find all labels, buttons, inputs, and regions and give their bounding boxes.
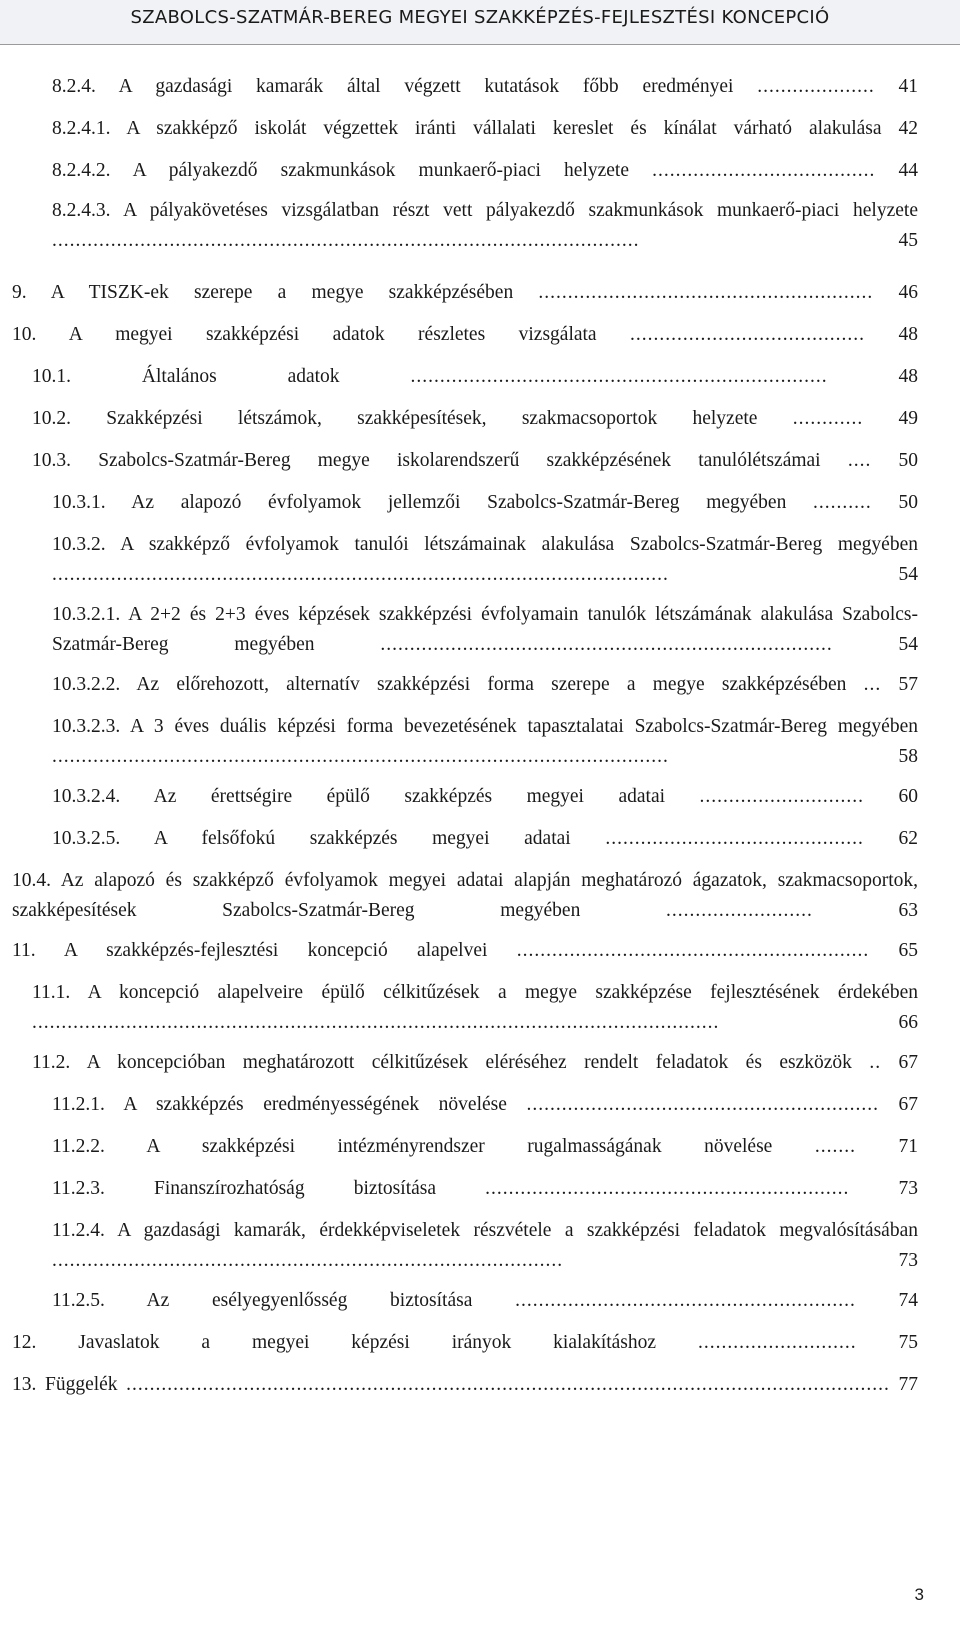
document-title: SZABOLCS-SZATMÁR-BEREG MEGYEI SZAKKÉPZÉS-FEJLESZTÉSI KONCEPCIÓ [130,7,830,28]
toc-entry[interactable]: 8.2.4.2. A pályakezdő szakmunkások munkaerő-piaci helyzete ...................................... 44 [52,160,919,181]
toc-entry[interactable]: 8.2.4.1. A szakképző iskolát végzettek iránti vállalati kereslet és kínálat várható alakulása 42 [52,118,918,139]
toc-entry[interactable]: 11. A szakképzés-fejlesztési koncepció alapelvei ............................................................ 65 [12,940,919,961]
toc-entry[interactable]: 11.2.2. A szakképzési intézményrendszer rugalmasságának növelése ....... 71 [52,1136,919,1157]
toc-entry[interactable]: 10.4. Az alapozó és szakképző évfolyamok megyei adatai alapján meghatározó ágazatok, szakmacsoportok, szakképesítések Szabolcs-Szatmár-Bereg megyében ......................... 63 [12,870,919,921]
toc-entry[interactable]: 10.3.2.3. A 3 éves duális képzési forma bevezetésének tapasztalatai Szabolcs-Szatmár-Bereg megyében ......................................................................................................... 58 [52,716,918,767]
toc-entry[interactable]: 11.2. A koncepcióban meghatározott célkitűzések eléréséhez rendelt feladatok és eszközök .. 67 [32,1052,919,1073]
toc-entry[interactable]: 10.2. Szakképzési létszámok, szakképesítések, szakmacsoportok helyzete ............ 49 [32,408,919,429]
toc-entry[interactable]: 12. Javaslatok a megyei képzési irányok kialakításhoz ........................... 75 [12,1332,919,1353]
toc-entry[interactable]: 10.3.2.4. Az érettségire épülő szakképzés megyei adatai ............................ 60 [52,786,919,807]
toc-entry[interactable]: 10.3.2.1. A 2+2 és 2+3 éves képzések szakképzési évfolyamain tanulók létszámának alakulása Szabolcs-Szatmár-Bereg megyében ............................................................................. 54 [52,604,918,655]
toc-entry[interactable]: 10.3.1. Az alapozó évfolyamok jellemzői Szabolcs-Szatmár-Bereg megyében .......... 50 [52,492,918,513]
toc-entry[interactable]: 9. A TISZK-ek szerepe a megye szakképzésében ......................................................... 46 [12,282,919,303]
toc-entry[interactable]: 10. A megyei szakképzési adatok részletes vizsgálata ........................................ 48 [12,324,918,345]
toc-entry[interactable]: 11.2.3. Finanszírozhatóság biztosítása .............................................................. 73 [52,1178,919,1199]
toc-entry[interactable]: 10.3.2.2. Az előrehozott, alternatív szakképzési forma szerepe a megye szakképzésében ... 57 [52,674,919,695]
toc-entry[interactable]: 13. Függelék .................................................................................................................................. 77 [12,1374,919,1395]
toc-entry[interactable]: 10.1. Általános adatok ....................................................................... 48 [32,366,919,387]
toc-entry[interactable]: 11.1. A koncepció alapelveire épülő célkitűzések a megye szakképzése fejlesztésének érdekében ..................................................................................................................... 66 [32,982,918,1033]
toc-entry[interactable]: 10.3.2. A szakképző évfolyamok tanulói létszámainak alakulása Szabolcs-Szatmár-Bereg megyében ......................................................................................................... 54 [52,534,918,585]
toc-entry[interactable]: 8.2.4. A gazdasági kamarák által végzett kutatások főbb eredményei .................... 41 [52,76,918,97]
toc-entry[interactable]: 10.3.2.5. A felsőfokú szakképzés megyei adatai ............................................ 62 [52,828,919,849]
toc-entry[interactable]: 11.2.4. A gazdasági kamarák, érdekképviseletek részvétele a szakképzési feladatok megvalósításában ....................................................................................... 73 [52,1220,918,1271]
toc-entry[interactable]: 10.3. Szabolcs-Szatmár-Bereg megye iskolarendszerű szakképzésének tanulólétszámai .... 50 [32,450,919,471]
toc-entry[interactable]: 11.2.1. A szakképzés eredményességének növelése ............................................................ 67 [52,1094,919,1115]
page-number: 3 [914,1585,924,1604]
toc-entry[interactable]: 11.2.5. Az esélyegyenlősség biztosítása .......................................................... 74 [52,1290,919,1311]
toc-entry[interactable]: 8.2.4.3. A pályakövetéses vizsgálatban részt vett pályakezdő szakmunkások munkaerő-piaci helyzete .................................................................................................... 45 [52,200,918,251]
